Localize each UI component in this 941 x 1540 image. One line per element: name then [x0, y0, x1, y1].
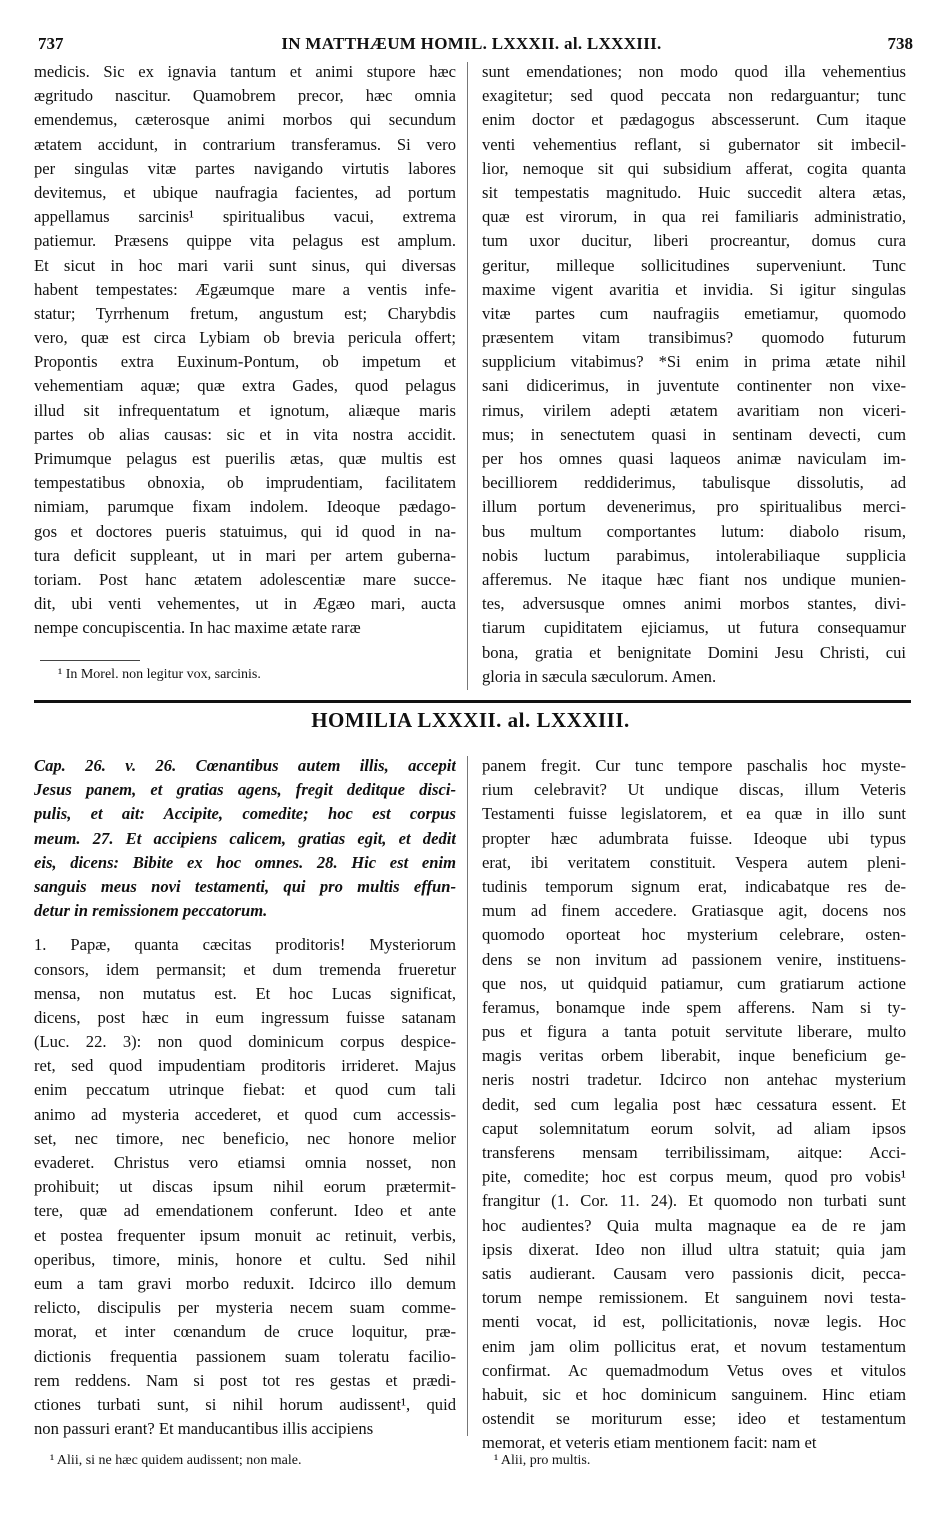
text-line: rem reddens. Nam si post tot res gestas et prædi-: [34, 1370, 456, 1390]
text-line: per singulas vitæ partes navigando virtutis labores: [34, 158, 456, 178]
text-line: appellamus sarcinis¹ spiritualibus vacui, extrema: [34, 207, 456, 227]
text-line: statur; Tyrrhenum fretum, angustum est; Charybdis: [34, 303, 456, 323]
text-line: tudinis temporum signum erat, indicabatque res de-: [482, 876, 906, 896]
text-line: transferens mensam terribilissimam, aitque: Acci-: [482, 1143, 906, 1162]
text-line: meum. 27. Et accipiens calicem, gratias egit, et dedit: [34, 828, 456, 848]
text-line: nobis luctum parabimus, intolerabiliaque supplicia: [482, 545, 906, 565]
text-line: venti vehementius reflant, si gubernator sit imbecil-: [482, 134, 906, 154]
text-line: eum a tam gravi morbo reduxit. Idcirco illo demum: [34, 1273, 456, 1293]
homily-title: HOMILIA LXXXII. al. LXXXIII.: [311, 708, 630, 732]
text-line: tempestatibus obnoxia, ob imprudentiam, facilitatem: [34, 473, 456, 493]
text-line: illum portum devenerimus, pro spiritualibus merci-: [482, 497, 906, 517]
page-number-left: 737: [38, 34, 64, 53]
text-line: quomodo oporteat hoc mysterium celebrare, osten-: [482, 925, 906, 945]
text-line: feramus, bonamque inde spem afferens. Nam si ty-: [482, 997, 906, 1017]
homily-body-left: [34, 933, 456, 1441]
text-line: dedit, sed cum legalia post hæc cessatura essent. Et: [482, 1094, 906, 1114]
column-divider-bottom: [467, 756, 468, 1436]
footnote-rule: [40, 660, 140, 661]
text-line: ctiones turbati sunt, si nihil horum audissent¹, quid: [34, 1394, 456, 1414]
text-line: tum uxor ducitur, liberi procreantur, domus cura: [482, 231, 906, 251]
text-line: per hos omnes quasi laqueos animæ naviculam im-: [482, 449, 906, 468]
text-line: habent tempestates: Ægæumque mare a ventis infe-: [34, 279, 456, 299]
text-line: dictionis frequentia passionem suam toleratu facilio-: [34, 1346, 456, 1366]
text-line: ægritudo nascitur. Quamobrem precor, hæc omnia: [34, 86, 456, 106]
column-divider-top: [467, 62, 468, 690]
text-line: præsentem vitam transibimus? quomodo futurum: [482, 328, 906, 348]
text-line: pus et figura a tanta potuit servitute liberare, multo: [482, 1022, 906, 1042]
text-line: set, nec timore, nec beneficio, nec honore melior: [34, 1128, 456, 1148]
text-line: Jesus panem, et gratias agens, fregit deditque disci-: [34, 780, 456, 800]
text-line: satis audierant. Causam vero passionis dicit, pecca-: [482, 1263, 906, 1283]
footnote-bottom-right: ¹ Alii, pro multis.: [494, 1453, 591, 1468]
text-line: bona, gratia et benignitate Domini Jesu Christi, cui: [482, 642, 906, 662]
text-line: toriam. Post hanc ætatem adolescentiæ mare succe-: [34, 569, 456, 589]
text-line: memorat, et veteris etiam mentionem facit: nam et: [482, 1433, 817, 1453]
text-line: habuit, sic et hoc dominicum sanguinem. Hinc etiam: [482, 1384, 906, 1404]
text-line: non passuri erant? Et manducantibus illis accipiens: [34, 1419, 374, 1439]
text-line: ret, sed quod impudentiam proditoris irrideret. Majus: [34, 1056, 456, 1076]
text-line: confirmat. Ac quemadmodum Vetus oves et vitulos: [482, 1360, 906, 1380]
text-line: evaderet. Christus vero etiamsi omnia nosset, non: [34, 1153, 456, 1172]
text-line: quæ est virorum, in qua rei familiaris administratio,: [482, 207, 906, 227]
text-line: devitemus, et ubique naufragia facientes, ad portum: [34, 182, 456, 202]
text-line: rimus, virilem adepti ætatem avaritiam non viceri-: [482, 400, 906, 420]
text-line: bus multum comportantes lutum: diabolo risum,: [482, 521, 906, 541]
text-line: sunt emendationes; non modo quod illa vehementius: [482, 62, 906, 81]
text-line: vero, quæ est circa Lybiam ob brevia pericula offert;: [34, 328, 456, 348]
text-line: enim doctor et pædagogus abscesserunt. Cum itaque: [482, 110, 906, 130]
running-title: IN MATTHÆUM HOMIL. LXXXII. al. LXXXIII.: [281, 34, 662, 53]
text-line: partes ob alias causas: sic et in vita nostra accidit.: [34, 424, 456, 444]
text-line: nempe concupiscentia. In hac maxime ætate raræ: [34, 618, 361, 638]
text-line: afferemus. Ne itaque hæc fiant nos undique munien-: [482, 569, 906, 589]
text-line: detur in remissionem peccatorum.: [34, 901, 268, 921]
text-line: vitæ partes cum naufragiis emetiamur, quomodo: [482, 303, 906, 323]
text-line: vehementiam aquæ; quæ extra Gades, quod pelagus: [34, 376, 456, 396]
text-line: caput solemnitatum eorum solvit, ad aliam ipsos: [482, 1118, 906, 1138]
running-header: [30, 34, 913, 58]
text-line: Cap. 26. v. 26. Cœnantibus autem illis, accepit: [34, 756, 456, 775]
text-line: maxime vigent avaritia et invidia. Si igitur singulas: [482, 279, 906, 299]
text-line: patiemur. Præsens quippe vita pelagus est amplum.: [34, 231, 456, 251]
text-line: animo ad mysteria accederet, et quod cum accessis-: [34, 1104, 456, 1124]
text-line: tere, quæ ad emendationem conferunt. Ideo et ante: [34, 1201, 456, 1221]
text-line: ipsis dixerat. Ideo non illud ultra statuit; quia jam: [482, 1239, 906, 1259]
text-line: mensa, non mutatus est. Et hoc Lucas significat,: [34, 983, 456, 1003]
text-line: menti vocat, id est, pollicitationis, novæ legis. Hoc: [482, 1312, 906, 1332]
text-line: que nos, ut quidquid patiamur, cum gratiarum actione: [482, 973, 906, 993]
text-line: nimiam, parumque fixam indolem. Ideoque pædago-: [34, 497, 456, 517]
text-line: neris nostri tradetur. Idcirco non antehac mysterium: [482, 1070, 906, 1090]
column-top-left: [34, 60, 456, 641]
column-bottom-left: [34, 754, 456, 1441]
page-number-right: 738: [887, 34, 913, 53]
text-line: hoc audientes? Quia multa magnaque ea de re jam: [482, 1215, 906, 1235]
text-line: ostendit se moriturum esse; ideo et testamentum: [482, 1409, 906, 1429]
text-line: erat, ibi veritatem constituit. Vespera autem pleni-: [482, 852, 906, 872]
text-line: exagitetur; sed quod peccata non redarguantur; tunc: [482, 86, 906, 106]
text-line: becilliorem reddiderimus, tabulisque dissolutis, ad: [482, 473, 906, 493]
text-line: panem fregit. Cur tunc tempore paschalis hoc myste-: [482, 756, 906, 775]
text-line: (Luc. 22. 3): non quod dominicum corpus despice-: [34, 1032, 456, 1052]
text-line: morat, et inter cœnandum de cruce loquitur, præ-: [34, 1322, 456, 1342]
text-line: propter hæc adumbrata fuisse. Ideoque ubi typus: [482, 828, 906, 848]
text-line: pulis, et ait: Accipite, comedite; hoc est corpus: [34, 804, 456, 824]
text-line: dicens, post hæc in eum ingressum fuisse satanam: [34, 1007, 456, 1027]
text-line: enim jam olim pollicitus erat, et novum testamentum: [482, 1336, 906, 1356]
column-top-right: [482, 60, 906, 689]
text-line: dens se non invitum ad passionem venire, instituens-: [482, 949, 906, 969]
text-line: geritur, milleque sollicitudines superveniunt. Tunc: [482, 255, 906, 275]
text-line: tiarum cupiditatem ejiciamus, ut futura consequamur: [482, 618, 906, 638]
text-line: 1. Papæ, quanta cæcitas proditoris! Mysteriorum: [34, 935, 456, 955]
text-line: pite, comedite; hoc est corpus meum, quod pro vobis¹: [482, 1167, 906, 1187]
text-line: supplicium vitabimus? *Si enim in prima ætate nihil: [482, 352, 906, 372]
text-line: enim peccatum utrinque fiebat: et quod cum tali: [34, 1080, 456, 1100]
text-line: Propontis extra Euxinum-Pontum, ob impetum et: [34, 352, 456, 372]
scripture-passage: [34, 754, 456, 923]
text-line: Primumque pelagus est puerilis ætas, quæ multis est: [34, 449, 456, 468]
text-line: sanguis meus novi testamenti, qui pro multis effun-: [34, 876, 456, 896]
section-divider: [34, 700, 911, 703]
text-line: tura deficit suppleant, ut in mari per artem guberna-: [34, 545, 456, 565]
text-line: et postea frequenter ipsum monuit ac retinuit, verbis,: [34, 1225, 456, 1245]
text-line: rium celebravit? Ut undique discas, illum Veteris: [482, 780, 906, 800]
text-line: emendemus, cæterosque animi morbos qui secundum: [34, 110, 456, 130]
text-line: medicis. Sic ex ignavia tantum et animi stupore hæc: [34, 62, 456, 81]
text-line: sit tempestatis magnitudo. Huic succedit altera ætas,: [482, 182, 906, 202]
text-line: magis veritas orbem liberabit, inque beneficium ge-: [482, 1046, 906, 1066]
text-line: tes, adversusque omnes animi morbos stantes, divi-: [482, 594, 906, 614]
text-line: Et sicut in hoc mari varii sunt sinus, qui diversas: [34, 255, 456, 275]
text-line: gloria in sæcula sæculorum. Amen.: [482, 666, 717, 686]
text-line: lior, nemoque sit qui subsidium afferat, cogita quanta: [482, 158, 906, 178]
text-line: illud sit infrequentatum et ignotum, aliæque maris: [34, 400, 456, 420]
text-line: relicto, discipulis per mysteria necem suam comme-: [34, 1298, 456, 1318]
text-line: gos et doctores pueris statuimus, qui id quod in na-: [34, 521, 456, 541]
footnote-top: ¹ In Morel. non legitur vox, sarcinis.: [58, 667, 261, 682]
text-line: torum nempe remissionem. Et sanguinem novi testa-: [482, 1288, 906, 1308]
text-line: frangitur (1. Cor. 11. 24). Et quomodo non turbati sunt: [482, 1191, 906, 1211]
text-line: operibus, timore, minis, honore et cultu. Sed nihil: [34, 1249, 456, 1269]
text-line: dit, ubi venti vehementes, ut in Ægæo mari, aucta: [34, 594, 456, 614]
footnote-bottom-left: ¹ Alii, si ne hæc quidem audissent; non male.: [50, 1453, 302, 1468]
text-line: sani didicerimus, in juventute continenter non vixe-: [482, 376, 906, 396]
text-line: consors, idem permansit; et dum tremenda frueretur: [34, 959, 456, 979]
text-line: eis, dicens: Bibite ex hoc omnes. 28. Hic est enim: [34, 852, 456, 872]
text-line: Testamenti fuisse legislatorem, et ea quæ in illo sunt: [482, 804, 906, 824]
text-line: ætatem accidunt, in contrarium transferamus. Si vero: [34, 134, 456, 154]
text-line: prohibuit; ut discas ipsum nihil eorum prætermit-: [34, 1177, 456, 1197]
column-bottom-right: [482, 754, 906, 1455]
text-line: mus; in senectutem quasi in sentinam devecti, cum: [482, 424, 906, 444]
text-line: mum ad finem accedere. Gratiasque agit, docens nos: [482, 901, 906, 921]
